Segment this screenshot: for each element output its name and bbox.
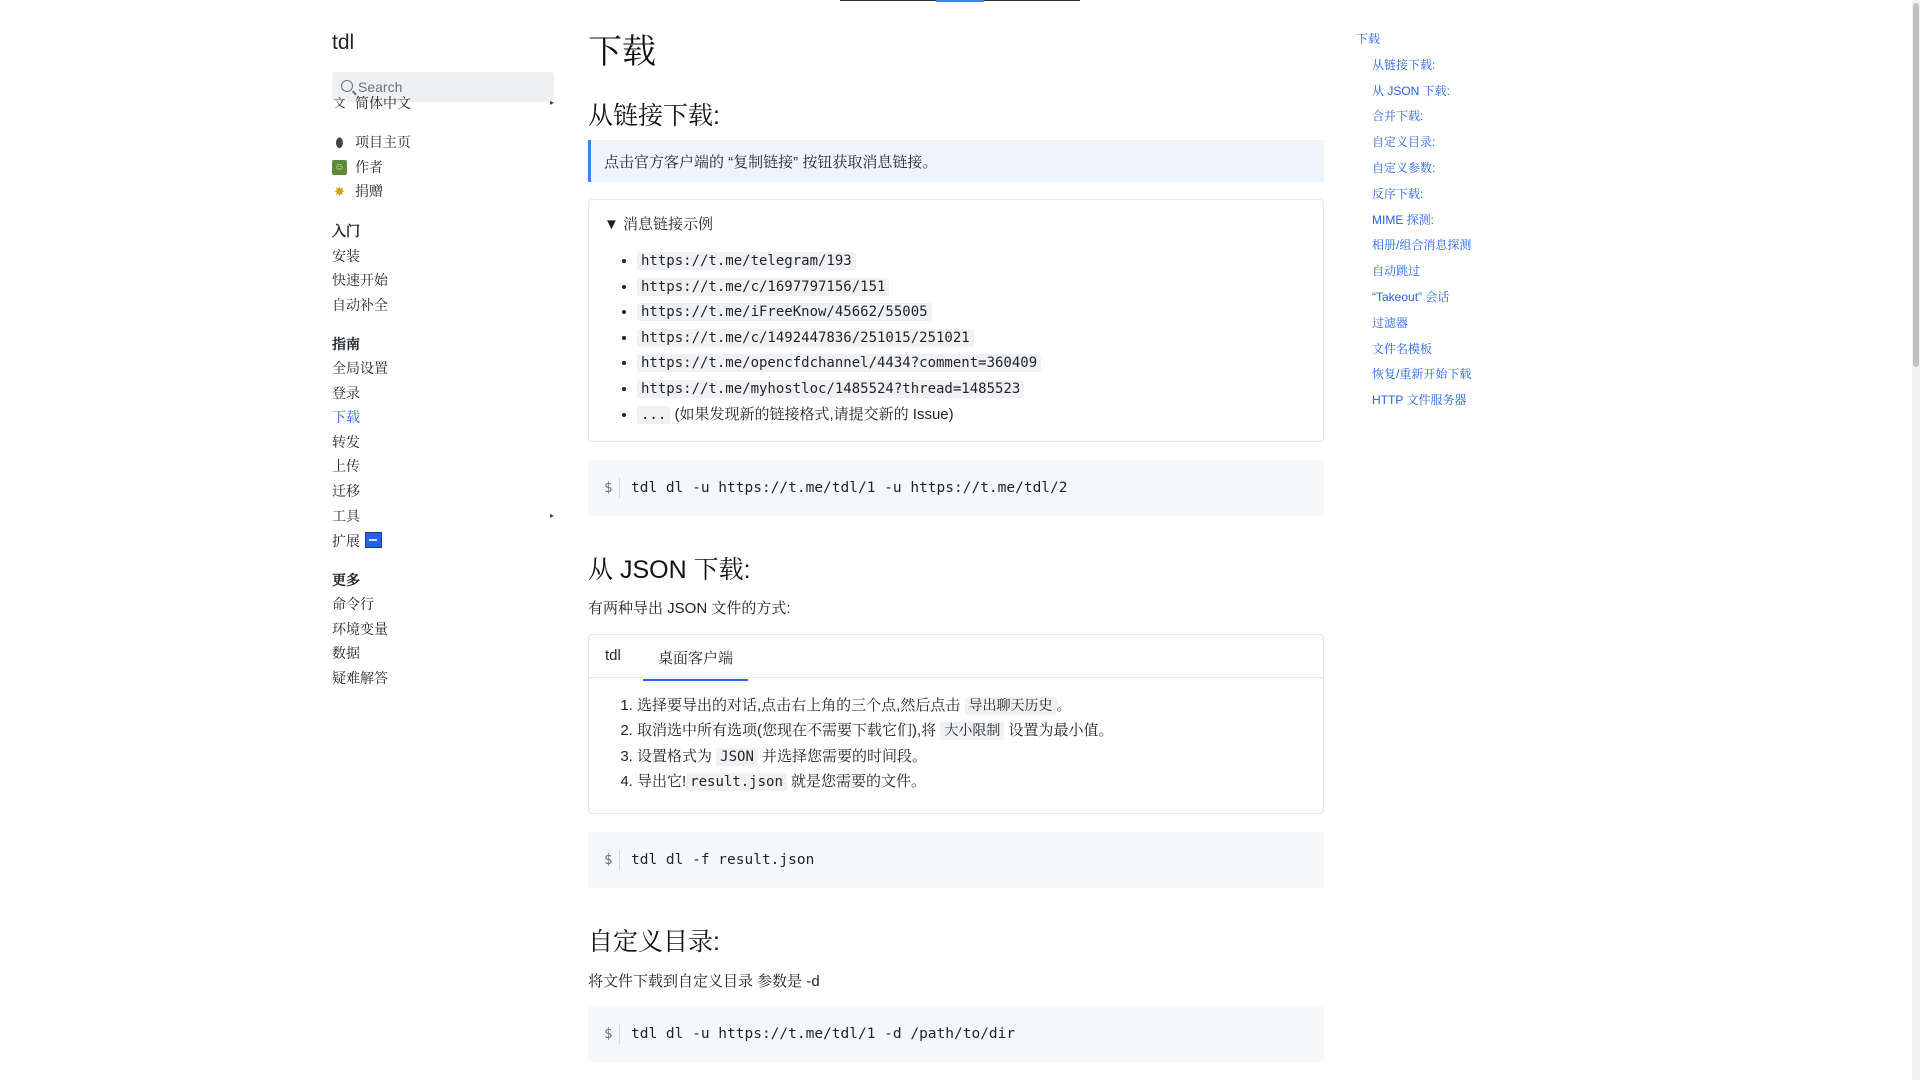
- toc-item[interactable]: 合并下载:: [1372, 109, 1424, 123]
- code-command: tdl dl -u https://t.me/tdl/1 -d /path/to/dir: [631, 1026, 1016, 1042]
- info-callout: [588, 140, 1324, 182]
- sidebar-item-cli[interactable]: 命令行: [332, 596, 374, 612]
- list-item: • https://t.me/c/1492447836/251015/251021: [637, 325, 1041, 351]
- tab-tdl[interactable]: tdl: [605, 647, 621, 664]
- sidebar-link-donate[interactable]: [332, 180, 556, 202]
- sidebar-item-env[interactable]: 环境变量: [332, 621, 388, 637]
- list-item: • https://t.me/myhostloc/1485524?thread=1485523: [637, 376, 1041, 402]
- toc-item[interactable]: “Takeout” 会话: [1372, 290, 1450, 304]
- sidebar-item-migrate[interactable]: 迁移: [332, 483, 360, 499]
- chevron-right-icon: ▸: [549, 98, 554, 107]
- sidebar-item-completion[interactable]: 自动补全: [332, 297, 388, 313]
- toc-item[interactable]: 相册/组合消息探测: [1372, 238, 1472, 252]
- sidebar-link-label: 捐赠: [355, 183, 383, 199]
- page-scrollbar-thumb[interactable]: [1913, 3, 1919, 367]
- chevron-right-icon: ▸: [549, 511, 554, 520]
- sidebar-item-login[interactable]: 登录: [332, 385, 360, 401]
- site-title[interactable]: tdl: [332, 31, 355, 54]
- export-method-tabs: [588, 634, 1324, 814]
- sidebar-link-label: 作者: [355, 159, 383, 175]
- sidebar-heading-more: 更多: [332, 572, 360, 588]
- sidebar-item-global-settings[interactable]: 全局设置: [332, 360, 388, 376]
- sidebar-link-label: 项目主页: [355, 134, 411, 150]
- language-selector[interactable]: [332, 92, 556, 114]
- page-progress-bar: [840, 0, 1080, 1]
- sidebar-link-author[interactable]: [332, 156, 556, 178]
- list-item: 1. 选择要导出的对话,点击右上角的三个点,然后点击 导出聊天历史 。: [637, 693, 1114, 718]
- sidebar-heading-guide: 指南: [332, 336, 360, 352]
- list-item: • https://t.me/telegram/193: [637, 248, 1041, 274]
- toc-item[interactable]: HTTP 文件服务器: [1372, 393, 1467, 407]
- language-label: 简体中文: [355, 95, 411, 111]
- heading-custom-dir: 自定义目录:: [588, 928, 720, 956]
- callout-text: 点击官方客户端的 “复制链接” 按钮获取消息链接。: [604, 154, 938, 171]
- sidebar-item-upload[interactable]: 上传: [332, 458, 360, 474]
- toc-item-download[interactable]: 下载: [1356, 32, 1381, 46]
- sidebar-item-quick-start[interactable]: 快速开始: [332, 272, 388, 288]
- code-block[interactable]: [588, 460, 1324, 516]
- toc-item[interactable]: 从链接下载:: [1372, 58, 1436, 72]
- code-block[interactable]: [588, 832, 1324, 888]
- list-item: 2. 取消选中所有选项(您现在不需要下载它们),将 大小限制 设置为最小值。: [637, 718, 1114, 743]
- heading-download-from-link: 从链接下载:: [588, 102, 720, 130]
- sidebar-item-download[interactable]: 下载: [332, 409, 360, 425]
- toc-item[interactable]: 自定义目录:: [1372, 135, 1436, 149]
- tab-desktop-client[interactable]: 桌面客户端: [658, 647, 733, 668]
- sidebar-heading-getting-started: 入门: [332, 223, 360, 239]
- search-icon: [341, 80, 353, 92]
- sidebar-item-tools[interactable]: 工具 ▸: [332, 505, 556, 527]
- sidebar-item-extensions[interactable]: 扩展: [332, 530, 556, 552]
- details-summary-toggle[interactable]: ▼ 消息链接示例: [604, 216, 714, 233]
- toc-item[interactable]: 过滤器: [1372, 316, 1409, 330]
- sidebar-item-data[interactable]: 数据: [332, 645, 360, 661]
- sidebar-link-homepage[interactable]: [332, 131, 556, 153]
- toc-item[interactable]: 恢复/重新开始下载: [1372, 367, 1472, 381]
- list-item: • https://t.me/c/1697797156/151: [637, 274, 1041, 300]
- sparkle-icon: ✸: [334, 184, 345, 199]
- toc-item[interactable]: 自定义参数:: [1372, 161, 1436, 175]
- tab-bar: [589, 635, 1323, 678]
- translate-icon: 文: [333, 96, 346, 110]
- sidebar-item-troubleshooting[interactable]: 疑难解答: [332, 670, 388, 686]
- page-title: 下载: [588, 33, 656, 71]
- list-item: 4. 导出它! result.json 就是您需要的文件。: [637, 769, 1114, 794]
- pill-icon: ⬮: [335, 135, 344, 150]
- toc-item[interactable]: MIME 探测:: [1372, 213, 1434, 227]
- shell-prompt: $: [604, 480, 613, 496]
- sidebar-item-forward[interactable]: 转发: [332, 434, 360, 450]
- new-badge-icon: [365, 532, 382, 548]
- toc-item[interactable]: 反序下载:: [1372, 187, 1424, 201]
- list-item: • https://t.me/opencfdchannel/4434?comment=360409: [637, 350, 1041, 376]
- code-command: tdl dl -f result.json: [631, 852, 815, 868]
- json-intro-text: 有两种导出 JSON 文件的方式:: [588, 600, 791, 617]
- heading-download-from-json: 从 JSON 下载:: [588, 556, 751, 584]
- toc-item[interactable]: 从 JSON 下载:: [1372, 84, 1451, 98]
- sidebar-item-install[interactable]: 安装: [332, 248, 360, 264]
- link-examples-details: [588, 199, 1324, 442]
- author-avatar-icon: ☺: [332, 160, 347, 175]
- list-item: • ... (如果发现新的链接格式,请提交新的 Issue): [637, 402, 1041, 428]
- link-examples-list: [605, 248, 1041, 427]
- toc-item[interactable]: 自动跳过: [1372, 264, 1421, 278]
- export-steps-list: [605, 693, 1114, 795]
- toc-item[interactable]: 文件名模板: [1372, 342, 1433, 356]
- code-block[interactable]: [588, 1006, 1324, 1062]
- list-item: 3. 设置格式为 JSON 并选择您需要的时间段。: [637, 744, 1114, 769]
- shell-prompt: $: [604, 1026, 613, 1042]
- shell-prompt: $: [604, 852, 613, 868]
- progress-segment: [936, 0, 984, 2]
- custom-dir-intro-text: 将文件下载到自定义目录 参数是 -d: [588, 973, 820, 990]
- list-item: • https://t.me/iFreeKnow/45662/55005: [637, 299, 1041, 325]
- code-command: tdl dl -u https://t.me/tdl/1 -u https://t.me/tdl/2: [631, 480, 1068, 496]
